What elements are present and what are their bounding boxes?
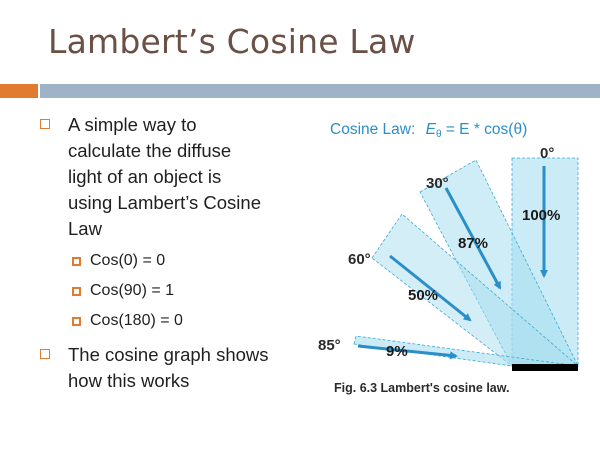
square-sub-bullet-icon — [72, 287, 81, 296]
sub-bullet-text: Cos(90) = 1 — [90, 282, 175, 299]
bullet-line: using Lambert’s Cosine — [68, 192, 261, 213]
slide-title: Lambert’s Cosine Law — [48, 22, 416, 61]
accent-bar-blue — [40, 84, 600, 98]
square-bullet-icon — [40, 349, 50, 359]
surface-bar — [512, 364, 578, 371]
sub-bullet-text: Cos(180) = 0 — [90, 312, 183, 329]
bullet-line: A simple way to — [68, 114, 197, 135]
bullet-line: calculate the diffuse — [68, 140, 232, 161]
bullet-list — [40, 112, 300, 394]
square-sub-bullet-icon — [72, 317, 81, 326]
angle-label-60: 60° — [348, 251, 371, 268]
bullet-line: light of an object is — [68, 166, 222, 187]
accent-bar-orange — [0, 84, 38, 98]
sub-bullet-item — [40, 276, 300, 306]
angle-label-30: 30° — [426, 175, 449, 192]
percent-label-50: 50% — [408, 287, 439, 304]
angle-label-85: 85° — [318, 337, 341, 354]
percent-label-100: 100% — [522, 207, 561, 224]
bullet-line: The cosine graph shows — [68, 344, 269, 365]
bullet-item — [40, 342, 300, 394]
percent-label-87: 87% — [458, 235, 489, 252]
sub-bullet-text: Cos(0) = 0 — [90, 252, 166, 269]
lambert-cosine-figure — [308, 108, 598, 408]
square-bullet-icon — [40, 119, 50, 129]
percent-label-9: 9% — [386, 343, 408, 360]
figure-caption: Fig. 6.3 Lambert's cosine law. — [334, 381, 510, 395]
bullet-line: Law — [68, 218, 102, 239]
bullet-item — [40, 112, 300, 242]
sub-bullet-item — [40, 306, 300, 336]
square-sub-bullet-icon — [72, 257, 81, 266]
angle-label-0: 0° — [540, 145, 555, 162]
formula-label: Cosine Law: Eθ = E * cos(θ) — [330, 121, 528, 140]
bullet-line: how this works — [68, 370, 190, 391]
sub-bullet-item — [40, 246, 300, 276]
